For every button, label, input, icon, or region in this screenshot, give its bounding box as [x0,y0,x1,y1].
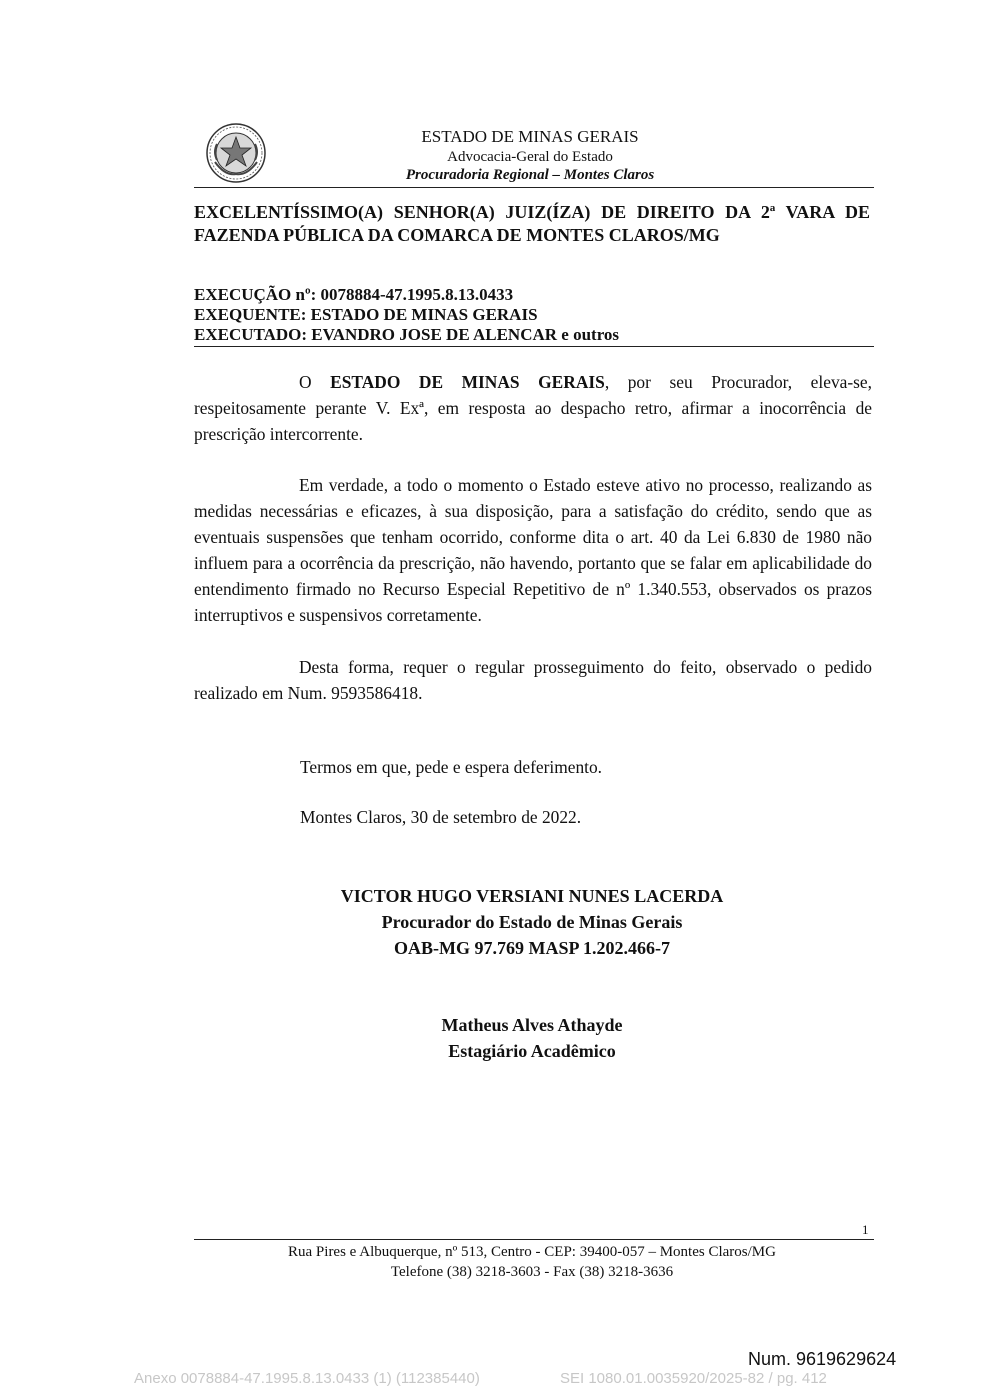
case-info-block [194,285,619,345]
p1-start: O [299,372,331,392]
addressee-line-1: EXCELENTÍSSIMO(A) SENHOR(A) JUIZ(ÍZA) DE DIREITO DA 2ª VARA DE [194,202,870,222]
header-divider [194,187,874,188]
paragraph-1 [194,369,872,447]
footer-phone: Telefone (38) 3218-3603 - Fax (38) 3218-3636 [390,1264,674,1280]
p1-rest: , por seu Procurador, eleva-se, respeitosamente perante V. Exª, em resposta ao despacho retro, afirmar a inocorrência de prescrição intercorrente. [194,372,872,444]
p3-text: Desta forma, requer o regular prosseguimento do feito, observado o pedido realizado em Num. 9593586418. [194,657,872,703]
signer-ids: OAB-MG 97.769 MASP 1.202.466-7 [394,938,670,958]
header-state-name: ESTADO DE MINAS GERAIS [421,127,639,146]
signature-block [230,883,834,961]
p1-bold-state: ESTADO DE MINAS GERAIS [330,372,605,392]
signer-name: VICTOR HUGO VERSIANI NUNES LACERDA [340,886,724,906]
footer-address: Rua Pires e Albuquerque, nº 513, Centro - CEP: 39400-057 – Montes Claros/MG [288,1244,776,1260]
case-plaintiff: EXEQUENTE: ESTADO DE MINAS GERAIS [194,305,538,324]
paragraph-2 [194,472,872,628]
case-divider [194,346,874,347]
place-date: Montes Claros, 30 de setembro de 2022. [300,807,582,827]
intern-name: Matheus Alves Athayde [441,1015,623,1035]
page-number: 1 [862,1222,869,1237]
header-office: Procuradoria Regional – Montes Claros [405,167,655,183]
annex-stamp: Anexo 0078884-47.1995.8.13.0433 (1) (112385440) [134,1370,480,1387]
closing-line: Termos em que, pede e espera deferimento. [300,757,603,777]
signer-role: Procurador do Estado de Minas Gerais [381,912,683,932]
addressee-block [194,201,870,247]
sei-stamp: SEI 1080.01.0035920/2025-82 / pg. 412 [560,1370,827,1387]
document-num-stamp: Num. 9619629624 [748,1349,897,1369]
coat-of-arms-seal [205,122,267,184]
case-number: EXECUÇÃO nº: 0078884-47.1995.8.13.0433 [194,285,514,304]
footer-divider [194,1239,874,1240]
intern-signature-block [230,1012,834,1064]
p2-text: Em verdade, a todo o momento o Estado esteve ativo no processo, realizando as medidas necessárias e eficazes, à sua disposição, para a satisfação do crédito, sendo que as eventuais suspensões que tenham ocorrido, conforme dita o art. 40 da Lei 6.830 de 1980 não influem para a ocorrência da prescrição, não havendo, portanto que se falar em aplicabilidade do entendimento firmado no Recurso Especial Repetitivo de nº 1.340.553, observados os prazos interruptivos e suspensivos corretamente. [194,475,872,625]
header-agency: Advocacia-Geral do Estado [447,149,613,165]
intern-role: Estagiário Acadêmico [448,1041,616,1061]
addressee-line-2: FAZENDA PÚBLICA DA COMARCA DE MONTES CLAROS/MG [194,225,720,245]
case-defendant: EXECUTADO: EVANDRO JOSE DE ALENCAR e outros [194,325,620,344]
paragraph-3 [194,654,872,706]
